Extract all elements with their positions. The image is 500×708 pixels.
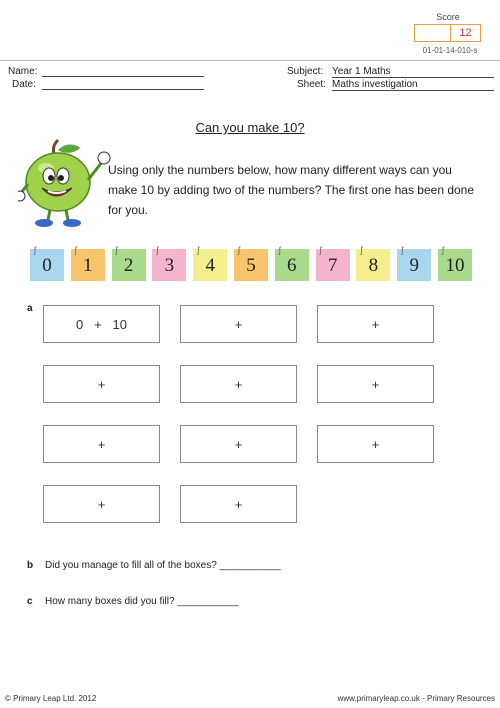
paperclip-icon: ʃ — [442, 245, 444, 255]
tile-number: 0 — [42, 255, 52, 276]
name-field[interactable] — [42, 66, 204, 77]
sheet-code: 01-01-14-010-s — [422, 46, 478, 55]
paperclip-icon: ʃ — [278, 245, 281, 255]
answer-box[interactable]: + — [43, 425, 160, 463]
name-label: Name: — [8, 66, 38, 77]
number-tile — [234, 245, 268, 281]
answer-box[interactable]: + — [317, 365, 434, 403]
answer-box[interactable]: + — [180, 305, 297, 343]
subject-label: Subject: — [287, 66, 324, 77]
tile-number: 3 — [164, 255, 175, 276]
answer-box[interactable]: + — [43, 365, 160, 403]
tile-number: 4 — [205, 255, 215, 276]
paperclip-icon: ʃ — [401, 245, 404, 255]
page-title: Can you make 10? — [195, 120, 305, 135]
paperclip-icon: ʃ — [360, 245, 363, 255]
question-b-letter: b — [27, 560, 34, 571]
tile-number: 2 — [123, 255, 134, 276]
number-tile — [193, 245, 227, 281]
score-blank-box — [414, 24, 450, 42]
score-value: 12 — [450, 24, 481, 42]
answer-box[interactable]: + — [180, 485, 297, 523]
question-c-text: How many boxes did you fill? ___________ — [45, 596, 239, 607]
footer-website[interactable]: www.primaryleap.co.uk - Primary Resources — [337, 694, 495, 703]
paperclip-icon: ʃ — [156, 245, 159, 255]
number-tile — [71, 245, 105, 281]
footer-copyright: © Primary Leap Ltd. 2012 — [5, 694, 97, 703]
answer-box[interactable]: + — [180, 365, 297, 403]
example-answer-box: 0 + 10 — [43, 305, 160, 343]
question-c-letter: c — [27, 596, 33, 607]
paperclip-icon: ʃ — [115, 245, 118, 255]
tile-number: 10 — [445, 255, 465, 276]
number-tile — [356, 245, 390, 281]
subject-value: Year 1 Maths — [332, 66, 494, 78]
number-tile — [397, 245, 431, 281]
number-tile — [316, 245, 350, 281]
tile-number: 1 — [83, 255, 93, 276]
score-label: Score — [436, 12, 460, 22]
instructions-text: Using only the numbers below, how many different ways can you make 10 by adding two of the numbers? The first one has been done for you. — [108, 163, 475, 217]
answer-box[interactable]: + — [317, 425, 434, 463]
answer-box[interactable]: + — [43, 485, 160, 523]
paperclip-icon: ʃ — [34, 245, 36, 255]
number-tile — [30, 245, 64, 281]
number-tile — [112, 245, 146, 281]
paperclip-icon: ʃ — [319, 245, 322, 255]
tile-number: 6 — [287, 255, 297, 276]
sheet-label: Sheet: — [297, 79, 326, 90]
answer-box[interactable]: + — [180, 425, 297, 463]
tile-number: 8 — [368, 255, 379, 276]
date-label: Date: — [12, 79, 36, 90]
apple-mascot-illustration — [18, 138, 122, 230]
sheet-value: Maths investigation — [332, 79, 494, 91]
header-divider — [0, 60, 500, 61]
paperclip-icon: ʃ — [74, 245, 77, 255]
tile-number: 9 — [409, 255, 419, 276]
tile-number: 5 — [246, 255, 256, 276]
paperclip-icon: ʃ — [197, 245, 200, 255]
question-a-letter: a — [27, 303, 33, 314]
tile-number: 7 — [327, 255, 338, 276]
paperclip-icon: ʃ — [238, 245, 240, 255]
answer-box[interactable]: + — [317, 305, 434, 343]
question-b-text: Did you manage to fill all of the boxes? ___________ — [45, 560, 281, 571]
number-tile — [275, 245, 309, 281]
date-field[interactable] — [42, 79, 204, 90]
number-tile — [438, 245, 472, 281]
number-tile — [152, 245, 186, 281]
